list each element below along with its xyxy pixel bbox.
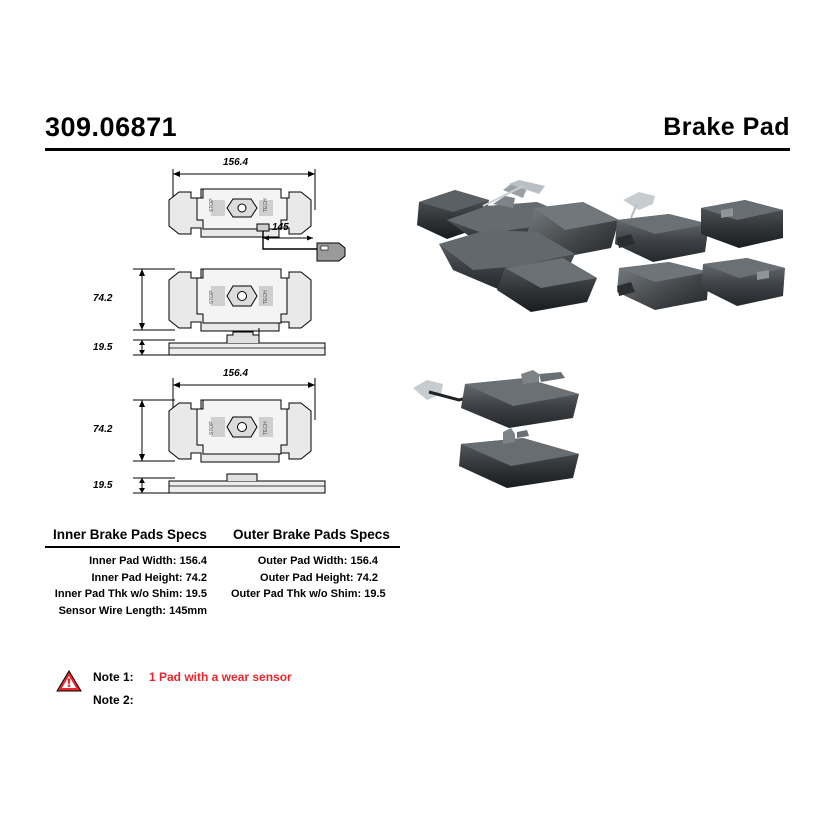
svg-text:STOP: STOP (209, 290, 215, 304)
svg-text:STOP: STOP (209, 421, 215, 435)
inner-pad-thickness-row: Inner Pad Thk w/o Shim: 19.5 (54, 588, 207, 600)
svg-text:TECH: TECH (263, 290, 269, 304)
header (45, 106, 790, 148)
dim-inner-pad-width: 156.4 (223, 157, 249, 168)
note-2-label: Note 2: (93, 693, 134, 707)
svg-text:TECH: TECH (263, 198, 269, 212)
dim-outer-pad-height: 74.2 (93, 424, 113, 435)
note-row-1 (56, 670, 476, 693)
note-row-2 (56, 693, 476, 716)
note-1-text: 1 Pad with a wear sensor (149, 670, 292, 684)
warning-triangle-icon (56, 670, 82, 692)
product-type-label: Brake Pad (663, 112, 790, 141)
dim-inner-pad-height: 74.2 (93, 293, 113, 304)
inner-pad-width-row: Inner Pad Width: 156.4 (89, 555, 207, 567)
photo-outer-pad-set (615, 192, 785, 310)
dim-sensor-wire-length: 145 (272, 222, 289, 233)
notes-section (56, 670, 476, 716)
technical-drawing (45, 152, 425, 522)
brake-pad-photo-group (405, 160, 805, 510)
note-1-label: Note 1: (93, 670, 134, 684)
inner-specs-rows (45, 553, 231, 619)
photo-pad-pair-flat (413, 370, 579, 488)
dim-outer-pad-thickness: 19.5 (93, 480, 113, 491)
outer-specs-block (231, 524, 400, 603)
outer-specs-title: Outer Brake Pads Specs (231, 524, 400, 548)
sensor-wire-length-row: Sensor Wire Length: 145mm (58, 604, 207, 617)
photo-inner-pad-set (417, 180, 619, 312)
pad-dimension-drawing (45, 152, 425, 522)
inner-specs-block (45, 524, 231, 619)
outer-specs-rows (231, 553, 400, 603)
svg-text:STOP: STOP (209, 198, 215, 212)
page-title: 309.06871 (45, 111, 178, 142)
product-photos (405, 160, 805, 510)
dim-outer-pad-width: 156.4 (223, 368, 249, 379)
header-divider (45, 148, 790, 151)
dim-inner-pad-thickness: 19.5 (93, 342, 113, 353)
svg-text:TECH: TECH (263, 421, 269, 435)
inner-pad-height-row: Inner Pad Height: 74.2 (91, 571, 207, 584)
outer-pad-thickness-row: Outer Pad Thk w/o Shim: 19.5 (231, 588, 386, 600)
outer-pad-width-row: Outer Pad Width: 156.4 (257, 555, 378, 567)
inner-specs-title: Inner Brake Pads Specs (45, 524, 231, 548)
outer-pad-height-row: Outer Pad Height: 74.2 (260, 571, 378, 584)
